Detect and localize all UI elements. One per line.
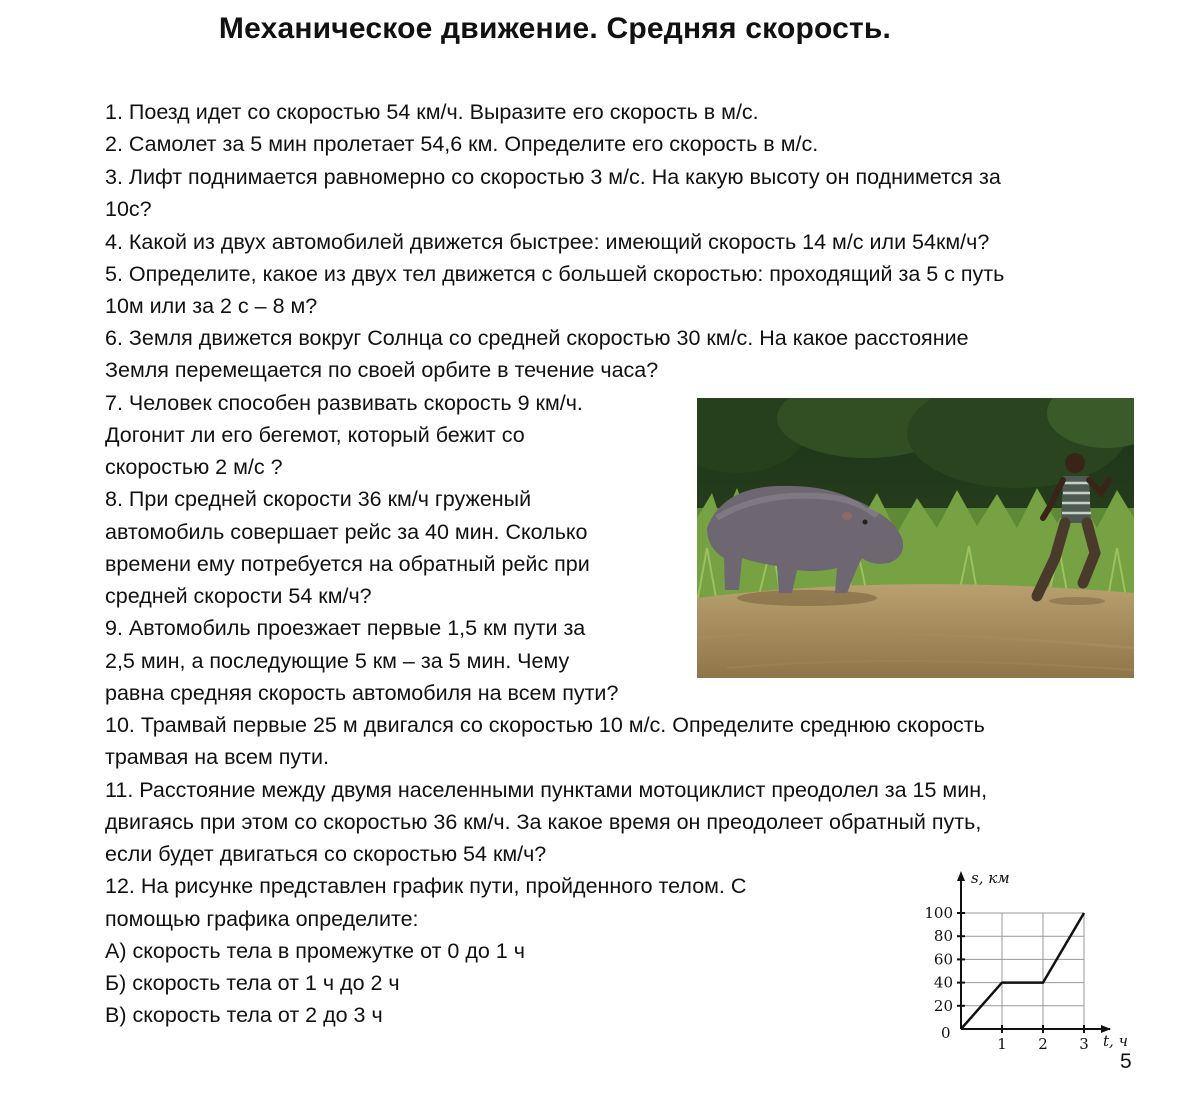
distance-time-graph-svg xyxy=(905,866,1145,1061)
problem-line: 11. Расстояние между двумя населенными пунктами мотоциклист преодолел за 15 мин, xyxy=(105,778,988,802)
problem-line: трамвая на всем пути. xyxy=(105,745,329,769)
problem-line: 3. Лифт поднимается равномерно со скоростью 3 м/с. На какую высоту он поднимется за xyxy=(105,165,1001,189)
problem-line: равна средняя скорость автомобиля на всем пути? xyxy=(105,681,619,705)
x-tick-label: 1 xyxy=(997,1035,1007,1053)
problem-line: 9. Автомобиль проезжает первые 1,5 км пути за xyxy=(105,616,586,640)
y-tick-label: 40 xyxy=(933,973,953,992)
problem-line: двигаясь при этом со скоростью 36 км/ч. За какое время он преодолеет обратный путь, xyxy=(105,810,982,834)
problem-line: 2,5 мин, а последующие 5 км – за 5 мин. Чему xyxy=(105,649,570,673)
problem-line: 6. Земля движется вокруг Солнца со средней скоростью 30 км/с. На какое расстояние xyxy=(105,326,969,350)
origin-label: 0 xyxy=(941,1024,951,1042)
problem-line: А) скорость тела в промежутке от 0 до 1 ч xyxy=(105,939,525,963)
problem-line: 5. Определите, какое из двух тел движется с большей скоростью: проходящий за 5 с путь xyxy=(105,262,1005,286)
hippo-chase-illustration xyxy=(697,398,1134,678)
x-tick-label: 3 xyxy=(1079,1035,1089,1053)
problem-line: В) скорость тела от 2 до 3 ч xyxy=(105,1003,383,1027)
problem-line: Догонит ли его бегемот, который бежит со xyxy=(105,423,525,447)
problem-line: 2. Самолет за 5 мин пролетает 54,6 км. Определите его скорость в м/с. xyxy=(105,132,819,156)
distance-time-graph xyxy=(905,866,1145,1061)
y-axis-label: s, км xyxy=(971,869,1010,887)
problem-line: 12. На рисунке представлен график пути, пройденного телом. С xyxy=(105,874,747,898)
problem-line: если будет двигаться со скоростью 54 км/ч? xyxy=(105,842,547,866)
y-tick-label: 60 xyxy=(933,950,953,969)
problem-line: Земля перемещается по своей орбите в течение часа? xyxy=(105,358,659,382)
problem-line: 10с? xyxy=(105,197,152,221)
problem-line: Б) скорость тела от 1 ч до 2 ч xyxy=(105,971,400,995)
hippo-chase-photo xyxy=(697,398,1134,678)
problem-line: автомобиль совершает рейс за 40 мин. Сколько xyxy=(105,520,588,544)
x-axis-label: t, ч xyxy=(1103,1032,1128,1050)
x-tick-label: 2 xyxy=(1038,1035,1048,1053)
graph-grid xyxy=(961,913,1084,1029)
problem-line: 10м или за 2 с – 8 м? xyxy=(105,294,318,318)
graph-data-line xyxy=(961,913,1084,1029)
problem-line: 1. Поезд идет со скоростью 54 км/ч. Выразите его скорость в м/с. xyxy=(105,100,759,124)
page-number: 5 xyxy=(1120,1050,1132,1073)
problem-line: 4. Какой из двух автомобилей движется быстрее: имеющий скорость 14 м/с или 54км/ч? xyxy=(105,230,990,254)
problem-line: помощью графика определите: xyxy=(105,907,419,931)
problem-line: скоростью 2 м/с ? xyxy=(105,455,283,479)
problem-line: 7. Человек способен развивать скорость 9 км/ч. xyxy=(105,391,583,415)
y-axis-arrow xyxy=(957,871,965,881)
problem-line: времени ему потребуется на обратный рейс при xyxy=(105,552,590,576)
problem-line: 8. При средней скорости 36 км/ч груженый xyxy=(105,487,532,511)
y-tick-label: 100 xyxy=(924,904,953,922)
problem-line: средней скорости 54 км/ч? xyxy=(105,584,372,608)
problem-line: 10. Трамвай первые 25 м двигался со скоростью 10 м/с. Определите среднюю скорость xyxy=(105,713,985,737)
y-tick-label: 80 xyxy=(933,927,953,946)
page-title: Механическое движение. Средняя скорость. xyxy=(218,12,892,45)
distance-series-line xyxy=(961,913,1084,1029)
y-tick-label: 20 xyxy=(933,996,953,1015)
